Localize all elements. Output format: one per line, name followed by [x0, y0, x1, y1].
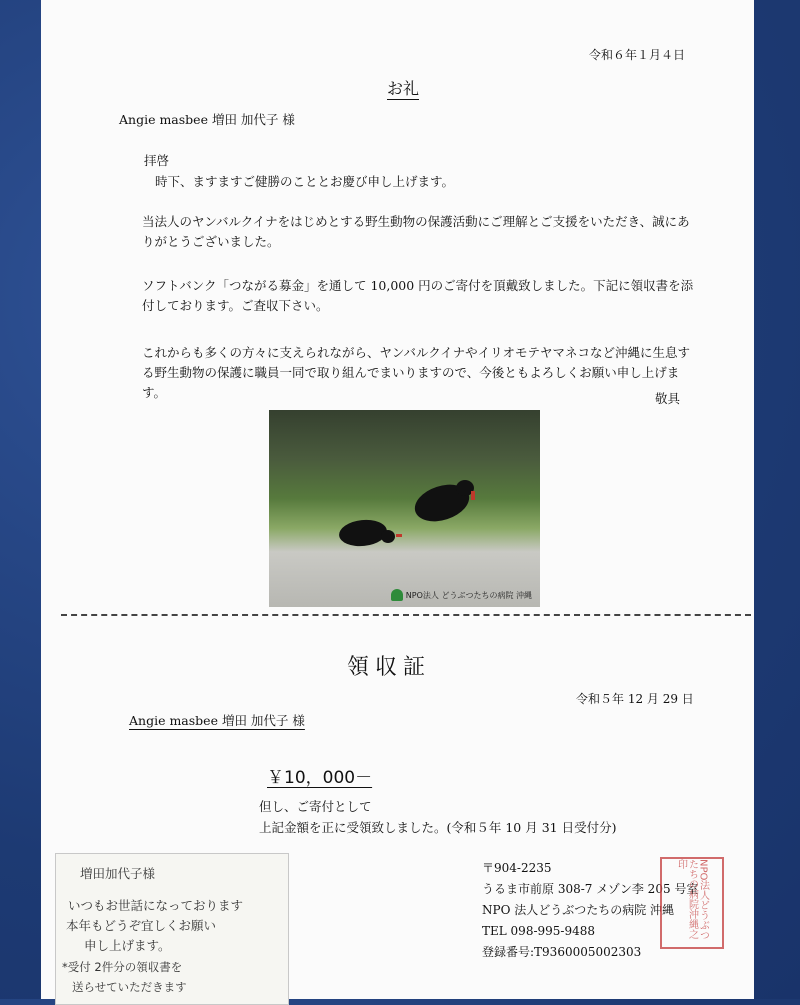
- issuer-registration: 登録番号:T9360005002303: [482, 945, 642, 959]
- issuer-tel: TEL 098-995-9488: [482, 924, 596, 938]
- receipt-received-text: 上記金額を正に受領致しました。(令和５年 10 月 31 日受付分): [259, 820, 617, 835]
- receipt-title: 領収証: [347, 655, 432, 680]
- handwritten-note: [55, 853, 289, 1005]
- note-line: 申し上げます。: [84, 938, 171, 953]
- receipt-amount: ￥10，000－: [267, 768, 373, 788]
- paragraph-2: 当法人のヤンバルクイナをはじめとする野生動物の保護活動にご理解とご支援をいただき、誠にありがとうございました。: [142, 214, 690, 249]
- note-line: 送らせていただきます: [72, 980, 187, 994]
- bird-photo: [269, 410, 540, 607]
- issuer-org: NPO 法人どうぶつたちの病院 沖縄: [482, 903, 675, 917]
- photo-logo: [391, 589, 532, 601]
- tree-logo-icon: [391, 589, 403, 601]
- cut-line: [61, 614, 751, 616]
- receipt-recipient: Angie masbee 増田 加代子 様: [129, 713, 305, 728]
- letter-recipient: Angie masbee 増田 加代子 様: [119, 112, 295, 127]
- photo-logo-text: NPO法人 どうぶつたちの病院 沖縄: [405, 590, 532, 600]
- receipt-note-label: 但し、ご寄付として: [259, 799, 372, 814]
- receipt-date: 令和５年 12 月 29 日: [576, 692, 694, 706]
- note-line: いつもお世話になっております: [68, 898, 244, 913]
- paragraph-4: これからも多くの方々に支えられながら、ヤンバルクイナやイリオモテヤマネコなど沖縄に生息する野生動物の保護に職員一同で取り組んでまいりますので、今後ともよろしくお願い申し上げます。: [142, 345, 691, 400]
- adult-rail-beak: [471, 491, 475, 500]
- official-seal-stamp: NPO法人どうぶつたちの病院沖縄之印: [660, 857, 724, 949]
- note-line: 増田加代子様: [80, 866, 156, 881]
- closing: 敬具: [655, 391, 681, 406]
- chick-rail-beak: [396, 534, 402, 537]
- letter-date: 令和６年１月４日: [589, 48, 686, 62]
- chick-rail-head: [381, 530, 395, 543]
- issuer-address: うるま市前原 308-7 メゾン李 205 号室: [482, 882, 699, 896]
- paragraph-1: 時下、ますますご健勝のこととお慶び申し上げます。: [155, 174, 455, 189]
- letter-paper: [41, 0, 754, 999]
- note-line: *受付 2件分の領収書を: [62, 960, 183, 974]
- letter-title: お礼: [387, 79, 420, 98]
- paragraph-3: ソフトバンク「つながる募金」を通して 10,000 円のご寄付を頂戴致しました。下記に領収書を添付しております。ご査収下さい。: [142, 278, 694, 313]
- salutation: 拝啓: [144, 153, 170, 168]
- note-line: 本年もどうぞ宜しくお願い: [66, 918, 217, 933]
- issuer-postal: 〒904-2235: [482, 861, 552, 875]
